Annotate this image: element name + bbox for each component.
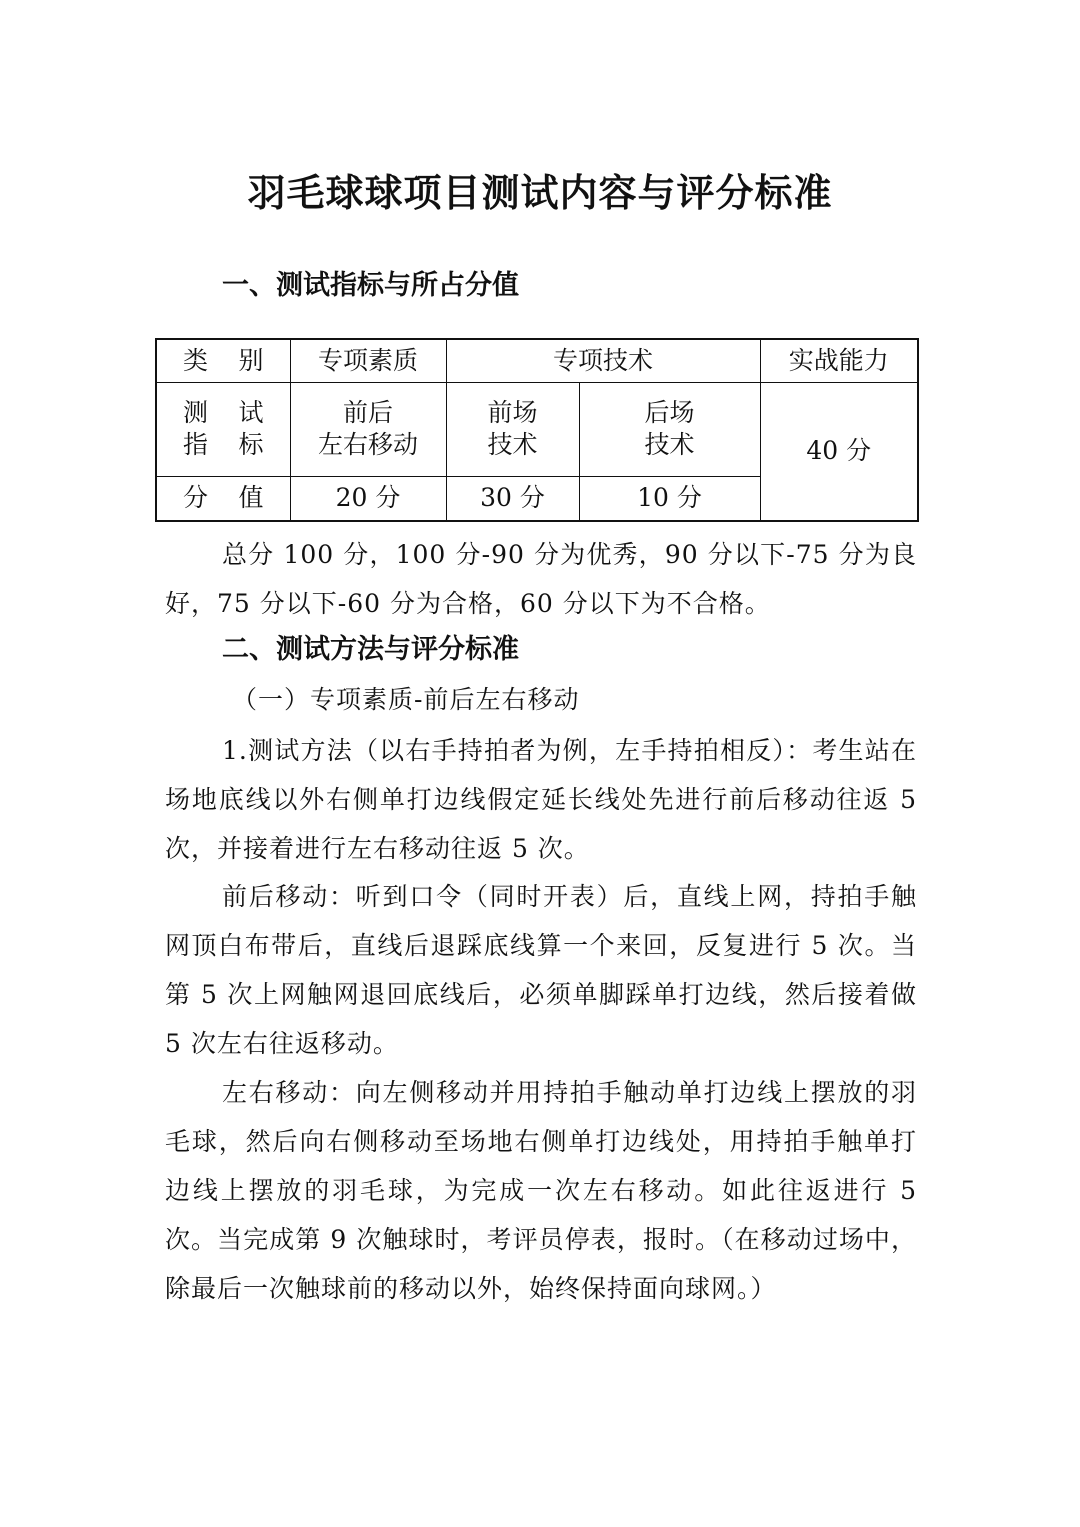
total-score-paragraph: 总分 100 分，100 分-90 分为优秀，90 分以下-75 分为良好，75 分以下-60 分为合格，60 分以下为不合格。 (165, 540, 917, 618)
left-right-movement-paragraph: 左右移动：向左侧移动并用持拍手触动单打边线上摆放的羽毛球，然后向右侧移动至场地右侧单打边线处，用持拍手触单打边线上摆放的羽毛球，为完成一次左右移动。如此往返进行 5 次。当完成第 9 次触球时，考评员停表，报时。（在移动过场中，除最后一次触球前的移动以外，始终保持面向球网。） (165, 1078, 917, 1303)
indicator-front-court: 前场 技术 (446, 382, 579, 476)
combat-score: 40 分 (760, 382, 918, 521)
header-combat: 实战能力 (760, 339, 918, 382)
score-quality: 20 分 (290, 476, 446, 521)
score-label: 分 值 (156, 476, 290, 521)
front-back-movement-paragraph: 前后移动：听到口令（同时开表）后，直线上网，持拍手触网顶白布带后，直线后退踩底线算一个来回，反复进行 5 次。当第 5 次上网触网退回底线后，必须单脚踩单打边线，然后接着做 5 次左右往返移动。 (165, 882, 917, 1058)
section-heading-1: 一、测试指标与所占分值 (222, 270, 519, 301)
indicator-quality: 前后 左右移动 (290, 382, 446, 476)
table-indicator-row (156, 382, 918, 476)
table-header-row (156, 339, 918, 382)
header-technique: 专项技术 (446, 339, 760, 382)
header-category: 类 别 (156, 339, 290, 382)
score-front-court: 30 分 (446, 476, 579, 521)
indicator-label: 测 试 指 标 (156, 382, 290, 476)
section-heading-2: 二、测试方法与评分标准 (222, 634, 519, 665)
page-title: 羽毛球球项目测试内容与评分标准 (247, 171, 833, 215)
test-method-paragraph: 1.测试方法（以右手持拍者为例，左手持拍相反）：考生站在场地底线以外右侧单打边线假定延长线处先进行前后移动往返 5 次，并接着进行左右移动往返 5 次。 (165, 736, 917, 863)
indicator-back-court: 后场 技术 (579, 382, 760, 476)
score-table (155, 338, 919, 522)
subsection-heading: （一）专项素质-前后左右移动 (232, 685, 580, 714)
header-quality: 专项素质 (290, 339, 446, 382)
score-back-court: 10 分 (579, 476, 760, 521)
